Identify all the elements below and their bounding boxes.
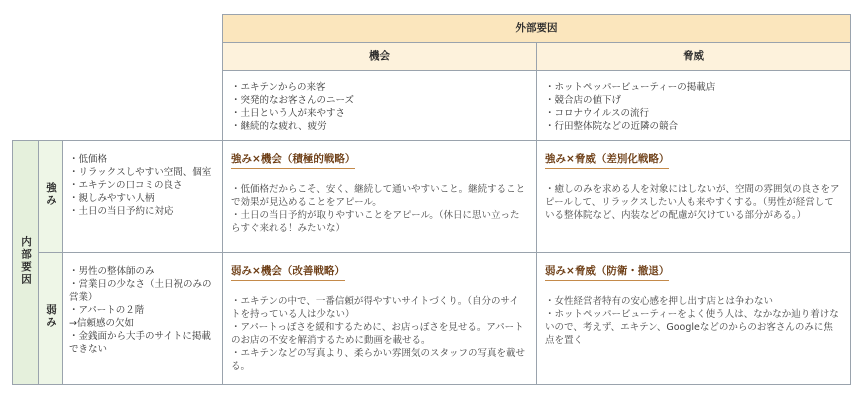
strategy-st — [537, 141, 851, 253]
opportunity-list — [223, 71, 537, 141]
list-item: ・ホットペッパービューティーの掲載店 — [545, 82, 716, 93]
strategy-wt-title: 弱み×脅威（防衛・撤退） — [545, 265, 669, 281]
strategy-st-title: 強み×脅威（差別化戦略） — [545, 153, 669, 169]
strategy-wo-text: ・エキテンなどの写真より、柔らかい雰囲気のスタッフの写真を載せる。 — [231, 348, 526, 372]
list-item: ・アパートの２階 — [69, 305, 145, 316]
strategy-wt-text: ・ホットペッパービューティーをよく使う人は、なかなか辿り着けないので、考えず、エキテン、Googleなどのからのお客さんのみに焦点を置く — [545, 309, 839, 346]
strategy-so-text: ・低価格だからこそ、安く、継続して通いやすいこと。継続することで効果が見込めることをアピール。 — [231, 184, 526, 208]
external-factors-header: 外部要因 — [223, 15, 851, 43]
list-item: ・行田整体院などの近隣の競合 — [545, 121, 679, 132]
list-item: ・営業日の少なさ（土日祝のみの営業） — [69, 279, 212, 303]
list-item: ・突発的なお客さんのニーズ — [231, 95, 355, 106]
list-item: ・男性の整体師のみ — [69, 266, 155, 277]
strategy-wt — [537, 253, 851, 385]
list-item: ・金銭面から大手のサイトに掲載できない — [69, 331, 211, 355]
list-item: ・親しみやすい人柄 — [69, 193, 155, 204]
opportunity-header: 機会 — [223, 43, 537, 71]
strategy-wo-text: ・アパートっぽさを緩和するために、お店っぽさを見せる。アパートのお店の不安を解消するために動画を載せる。 — [231, 322, 524, 346]
list-item: ・継続的な疲れ、疲労 — [231, 121, 327, 132]
strength-label: 強み — [45, 182, 57, 207]
list-item: ・リラックスしやすい空間、個室 — [69, 167, 212, 178]
list-item: ・土日の当日予約に対応 — [69, 206, 174, 217]
swot-table — [12, 14, 851, 385]
threat-header: 脅威 — [537, 43, 851, 71]
list-item: ・エキテンからの来客 — [231, 82, 326, 93]
list-item: ・エキテンの口コミの良さ — [69, 180, 183, 191]
strategy-st-text: ・癒しのみを求める人を対象にはしないが、空間の雰囲気の良さをアピールして、リラックスしたい人も来やすくする。（男性が経営している整体院など、内装などの配慮が欠けている部分がある。） — [545, 184, 840, 221]
strategy-wt-text: ・女性経営者特有の安心感を押し出す店とは争わない — [545, 296, 774, 307]
strategy-so-title: 強み×機会（積極的戦略） — [231, 153, 355, 169]
strength-list — [63, 141, 223, 253]
strategy-wo-text: ・エキテンの中で、一番信頼が得やすいサイトづくり。（自分のサイトを持っている人は少ない） — [231, 296, 519, 320]
strategy-so-text: ・土日の当日予約が取りやすいことをアピール。（休日に思い立ったらすぐ来れる！みたいな） — [231, 210, 520, 234]
strength-header — [39, 141, 63, 253]
list-item: ・低価格 — [69, 154, 108, 165]
list-item: →信頼感の欠如 — [69, 318, 134, 329]
weakness-list — [63, 253, 223, 385]
strategy-wo-title: 弱み×機会（改善戦略） — [231, 265, 345, 281]
swot-matrix — [12, 14, 850, 384]
list-item: ・競合店の値下げ — [545, 95, 622, 106]
internal-factors-header — [13, 141, 39, 385]
threat-list — [537, 71, 851, 141]
list-item: ・土日という人が来やすさ — [231, 108, 346, 119]
weakness-header — [39, 253, 63, 385]
corner-blank — [13, 15, 223, 71]
internal-factors-label: 内部要因 — [20, 235, 32, 286]
corner-blank-lower — [13, 71, 223, 141]
weakness-label: 弱み — [45, 304, 57, 329]
list-item: ・コロナウイルスの流行 — [545, 108, 649, 119]
strategy-so — [223, 141, 537, 253]
strategy-wo — [223, 253, 537, 385]
